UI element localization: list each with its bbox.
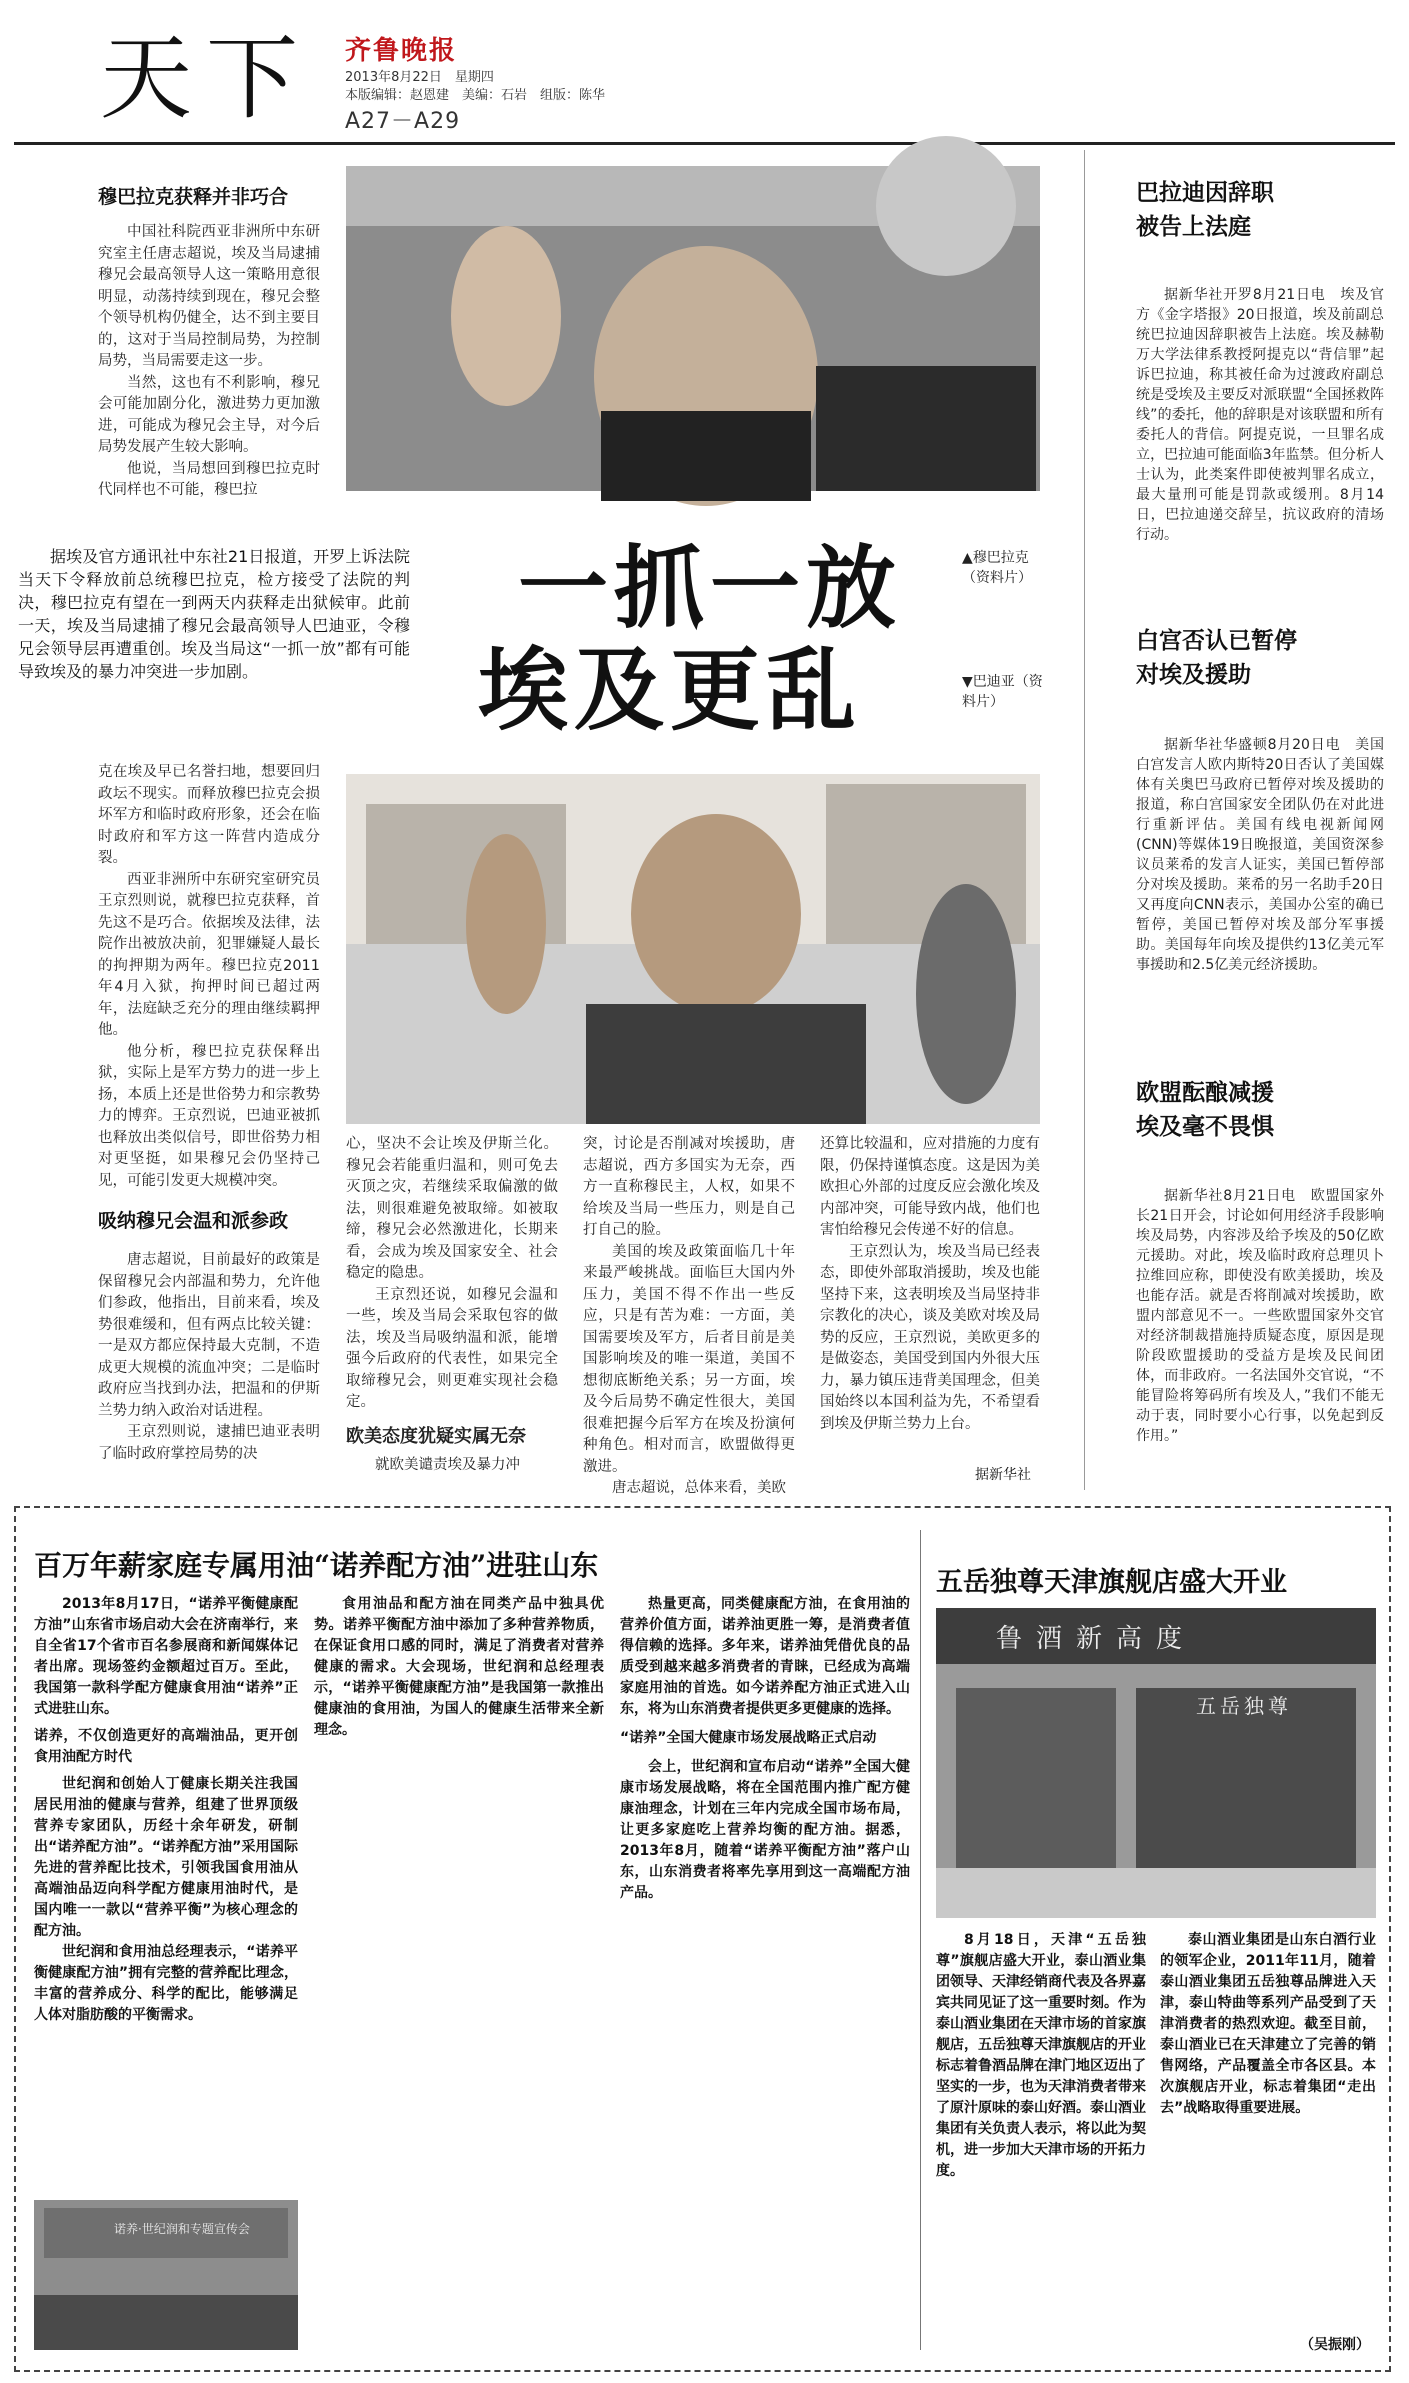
left-subhead-1: 穆巴拉克获释并非巧合 bbox=[98, 186, 289, 208]
page-range: A27－A29 bbox=[345, 109, 461, 134]
paragraph: 王京烈认为，埃及当局已经表态，即使外部取消援助，埃及也能坚持下来，这表明埃及当局坚持非宗教化的决心，谈及美欧对埃及局势的反应，王京烈说，美欧更多的是做姿态，美国受到国内外很大压力，暴力镇压违背美国理念，但美国始终以本国利益为先，不希望看到埃及伊斯兰势力上台。 bbox=[820, 1243, 1040, 1432]
paragraph: 突，讨论是否削减对埃援助，唐志超说，西方多国实为无奈，西方一直称穆民主，人权，如果不给埃及当局一些压力，则是自己打自己的脸。 bbox=[583, 1136, 795, 1238]
store-sign-main: 鲁酒新高度 bbox=[996, 1624, 1197, 1654]
photo-mubarak-illustration bbox=[346, 166, 1040, 491]
photo-mubarak bbox=[346, 166, 1040, 491]
paragraph: 世纪润和食用油总经理表示，“诺养平衡健康配方油”拥有完整的营养配比理念，丰富的营养成分、科学的配比，能够满足人体对脂肪酸的平衡需求。 bbox=[34, 1944, 298, 2023]
paragraph: 克在埃及早已名誉扫地，想要回归政坛不现实。而释放穆巴拉克会损坏军方和临时政府形象，还会在临时政府和军方这一阵营内造成分裂。 bbox=[98, 764, 320, 866]
paragraph: 他说，当局想回到穆巴拉克时代同样也不可能，穆巴拉 bbox=[98, 460, 320, 498]
main-headline-line-2: 埃及更乱 bbox=[478, 637, 862, 743]
photo-badie-illustration bbox=[346, 774, 1040, 1124]
photo-badie bbox=[346, 774, 1040, 1124]
ad-right-photo bbox=[936, 1608, 1376, 1918]
mid-column-3 bbox=[820, 1134, 1040, 1464]
ad-divider bbox=[920, 1530, 921, 2350]
ad-left-headline: 百万年薪家庭专属用油“诺养配方油”进驻山东 bbox=[34, 1549, 599, 1582]
caption-badie: ▼巴迪亚（资料片） bbox=[962, 674, 1043, 710]
paragraph: 西亚非洲所中东研究室研究员王京烈则说，就穆巴拉克获释，首先这不是巧合。依据埃及法律，法院作出被放决前，犯罪嫌疑人最长的拘押期为两年。穆巴拉克2011年4月入狱，拘押时间已超过两年，法庭缺乏充分的理由继续羁押他。 bbox=[98, 871, 320, 1038]
paper-logo: 齐鲁晚报 bbox=[345, 36, 458, 66]
story1-body: 据新华社开罗8月21日电 埃及官方《金字塔报》20日报道，埃及前副总统巴拉迪因辞职被告上法庭。埃及赫勒万大学法律系教授阿提克以“背信罪”起诉巴拉迪，称其被任命为过渡政府副总统是受埃及主要反对派联盟“全国拯救阵线”的委托，他的辞职是对该联盟和所有委托人的背信。阿提克说，一旦罪名成立，巴拉迪可能面临3年监禁。但分析人士认为，此类案件即使被判罪名成立，最大量刑可能是罚款或缓刑。8月14日，巴拉迪递交辞呈，抗议政府的清场行动。 bbox=[1136, 287, 1384, 543]
staff-line: 本版编辑：赵恩建 美编：石岩 组版：陈华 bbox=[345, 88, 606, 103]
main-headline-line-1: 一抓一放 bbox=[518, 535, 902, 641]
ad-subhead: 诺养，不仅创造更好的高端油品，更开创食用油配方时代 bbox=[34, 1728, 298, 1765]
story3-title-line1: 欧盟酝酿减援 bbox=[1136, 1079, 1274, 1106]
story3-title-line2: 埃及毫不畏惧 bbox=[1136, 1113, 1274, 1140]
lead-paragraph: 据埃及官方通讯社中东社21日报道，开罗上诉法院当天下令释放前总统穆巴拉克，检方接受了法院的判决，穆巴拉克有望在一到两天内获释走出狱候审。此前一天，埃及当局逮捕了穆兄会最高领导人巴迪亚，令穆兄会领导层再遭重创。埃及当局这“一抓一放”都有可能导致埃及的暴力冲突进一步加剧。 bbox=[18, 547, 410, 681]
ad-subhead: “诺养”全国大健康市场发展战略正式启动 bbox=[620, 1730, 877, 1746]
story3-body: 据新华社8月21日电 欧盟国家外长21日开会，讨论如何用经济手段影响埃及局势，内容涉及给予埃及的50亿欧元援助。对此，埃及临时政府总理贝卜拉维回应称，即使没有欧美援助，埃及也能存活。就是否将削减对埃援助，欧盟内部意见不一。一些欧盟国家外交官对经济制裁措施持质疑态度，原因是现阶段欧盟援助的受益方是埃及民间团体，而非政府。一名法国外交官说，“不能冒险将筹码所有埃及人，”我们不能无动于衷，同时要小心行事，以免起到反作用。” bbox=[1136, 1188, 1384, 1444]
left-subhead-2: 吸纳穆兄会温和派参政 bbox=[98, 1210, 289, 1232]
paragraph: 心，坚决不会让埃及伊斯兰化。穆兄会若能重归温和，则可免去灭顶之灾，若继续采取偏激的做法，则很难避免被取缔。如被取缔，穆兄会必然激进化，长期来看，会成为埃及国家安全、社会稳定的隐患。 bbox=[346, 1136, 558, 1281]
left-column-bottom bbox=[98, 1250, 320, 1484]
ad-photo-caption: 诺养·世纪润和专题宣传会 bbox=[114, 2222, 250, 2236]
paragraph: 王京烈还说，如穆兄会温和一些，埃及当局会采取包容的做法，埃及当局吸纳温和派，能增强今后政府的代表性，如果完全取缔穆兄会，则更难实现社会稳定。 bbox=[346, 1286, 558, 1410]
ad-left-photo bbox=[34, 2200, 298, 2350]
date-line: 2013年8月22日 星期四 bbox=[345, 70, 494, 85]
paragraph: 美国的埃及政策面临几十年来最严峻挑战。面临巨大国内外压力，美国不得不作出一些反应，只是有苦为难：一方面，美国需要埃及军方，后者目前是美国影响埃及的唯一渠道，美国不想彻底断绝关系；另一方面，埃及今后局势不确定性很大，美国很难把握今后军方在埃及扮演何种角色。相对而言，欧盟做得更激进。 bbox=[583, 1243, 795, 1475]
mid-subhead: 欧美态度犹疑实属无奈 bbox=[346, 1425, 526, 1447]
header-rule bbox=[14, 142, 1395, 145]
mid-column-2 bbox=[583, 1134, 795, 1496]
store-sign-brand: 五岳独尊 bbox=[1196, 1694, 1292, 1718]
paragraph: 王京烈则说，逮捕巴迪亚表明了临时政府掌控局势的决 bbox=[98, 1424, 320, 1462]
paragraph: 当然，这也有不利影响，穆兄会可能加剧分化，激进势力更加激进，可能成为穆兄会主导，对今后局势发展产生较大影响。 bbox=[98, 374, 320, 455]
story2-body: 据新华社华盛顿8月20日电 美国白宫发言人欧内斯特20日否认了美国媒体有关奥巴马政府已暂停对埃及援助的报道，称白宫国家安全团队仍在对此进行重新评估。美国有线电视新闻网(CNN)等媒体19日晚报道，美国资深参议员莱希的发言人证实，美国已暂停部分对埃及援助。莱希的另一名助手20日又再度向CNN表示，美国办公室的确已暂停，美国已暂停对埃及部分军事援助。美国每年向埃及提供约13亿美元军事援助和2.5亿美元经济援助。 bbox=[1136, 737, 1384, 973]
paragraph: 还算比较温和，应对措施的力度有限，仍保持谨慎态度。这是因为美欧担心外部的过度反应会激化埃及内部冲突，可能导致内战，他们也害怕给穆兄会传递不好的信息。 bbox=[820, 1136, 1040, 1238]
story3-title bbox=[1136, 1076, 1274, 1144]
paragraph: 世纪润和创始人丁健康长期关注我国居民用油的健康与营养，组建了世界顶级营养专家团队，历经十余年研发，研制出“诺养配方油”。“诺养配方油”采用国际先进的营养配比技术，引领我国食用油从高端油品迈向科学配方健康用油时代，是国内唯一一款以“营养平衡”为核心理念的配方油。 bbox=[34, 1776, 298, 1939]
ad-left-col2: 食用油品和配方油在同类产品中独具优势。诺养平衡配方油中添加了多种营养物质，在保证食用口感的同时，满足了消费者对营养健康的需求。大会现场，世纪润和总经理表示，“诺养平衡健康配方油”是我国第一款推出健康油的食用油，为国人的健康生活带来全新理念。 bbox=[314, 1596, 604, 1738]
paragraph: 2013年8月17日，“诺养平衡健康配方油”山东省市场启动大会在济南举行，来自全省17个省市百名参展商和新闻媒体记者出席。现场签约金额超过百万。至此，我国第一款科学配方健康食用油“诺养”正式进驻山东。 bbox=[34, 1596, 298, 1717]
ad-left-col1 bbox=[34, 1594, 298, 2190]
paragraph: 就欧美谴责埃及暴力冲 bbox=[375, 1457, 520, 1473]
ad-left-col3 bbox=[620, 1594, 910, 2354]
paragraph: 他分析，穆巴拉克获保释出狱，实际上是军方势力的进一步上扬，本质上还是世俗势力和宗教势力的博弈。王京烈说，巴迪亚被抓也释放出类似信号，即世俗势力相对更坚挺，如果穆兄会仍坚持己见，可能引发更大规模冲突。 bbox=[98, 1043, 320, 1189]
ad-right-headline: 五岳独尊天津旗舰店盛大开业 bbox=[936, 1567, 1287, 1598]
ad-right-col1: 8月18日，天津“五岳独尊”旗舰店盛大开业，泰山酒业集团领导、天津经销商代表及各界嘉宾共同见证了这一重要时刻。作为泰山酒业集团在天津市场的首家旗舰店，五岳独尊天津旗舰店的开业标志着鲁酒品牌在津门地区迈出了坚实的一步，也为天津消费者带来了原汁原味的泰山好酒。泰山酒业集团有关负责人表示，将以此为契机，进一步加大天津市场的开拓力度。 bbox=[936, 1932, 1146, 2179]
story2-title bbox=[1136, 624, 1297, 692]
section-title: 天下 bbox=[100, 25, 313, 132]
story1-title bbox=[1136, 176, 1274, 244]
ad-right-byline: （吴振刚） bbox=[1300, 2337, 1370, 2353]
story2-title-line2: 对埃及援助 bbox=[1136, 661, 1251, 688]
left-column-mid bbox=[98, 762, 320, 1189]
paragraph: 唐志超说，总体来看，美欧 bbox=[612, 1480, 786, 1496]
caption-mubarak: ▲穆巴拉克（资料片） bbox=[962, 550, 1032, 586]
paragraph: 会上，世纪润和宣布启动“诺养”全国大健康市场发展战略，将在全国范围内推广配方健康油理念，计划在三年内完成全国市场布局，让更多家庭吃上营养均衡的配方油。据悉，2013年8月，随着“诺养平衡配方油”落户山东，山东消费者将率先享用到这一高端配方油产品。 bbox=[620, 1759, 910, 1901]
mid-byline: 据新华社 bbox=[975, 1467, 1031, 1483]
story1-title-line2: 被告上法庭 bbox=[1136, 213, 1251, 240]
left-column-top bbox=[98, 222, 320, 512]
paragraph: 热量更高，同类健康配方油，在食用油的营养价值方面，诺养油更胜一筹，是消费者值得信赖的选择。多年来，诺养油凭借优良的品质受到越来越多消费者的青睐，已经成为高端家庭用油的首选。如今诺养配方油正式进入山东，将为山东消费者提供更多更健康的选择。 bbox=[620, 1596, 910, 1717]
right-column-divider bbox=[1084, 150, 1085, 1490]
paragraph: 唐志超说，目前最好的政策是保留穆兄会内部温和势力，允许他们参政，他指出，目前来看，埃及势很难缓和，但有两点比较关键：一是双方都应保持最大克制，不造成更大规模的流血冲突；二是临时政府应当找到办法，把温和的伊斯兰势力纳入政治对话进程。 bbox=[98, 1252, 320, 1419]
mid-column-1 bbox=[346, 1134, 558, 1484]
story1-title-line1: 巴拉迪因辞职 bbox=[1136, 179, 1274, 206]
ad-right-col2: 泰山酒业集团是山东白酒行业的领军企业，2011年11月，随着泰山酒业集团五岳独尊品牌进入天津，泰山特曲等系列产品受到了天津消费者的热烈欢迎。截至目前，泰山酒业已在天津建立了完善的销售网络，产品覆盖全市各区县。本次旗舰店开业，标志着集团“走出去”战略取得重要进展。 bbox=[1160, 1932, 1376, 2116]
paragraph: 中国社科院西亚非洲所中东研究室主任唐志超说，埃及当局逮捕穆兄会最高领导人这一策略用意很明显，动荡持续到现在，穆兄会整个领导机构仍健全，达不到主要目的，这对于当局控制局势，为控制局势，当局需要走这一步。 bbox=[98, 224, 320, 369]
story2-title-line1: 白宫否认已暂停 bbox=[1136, 627, 1297, 654]
